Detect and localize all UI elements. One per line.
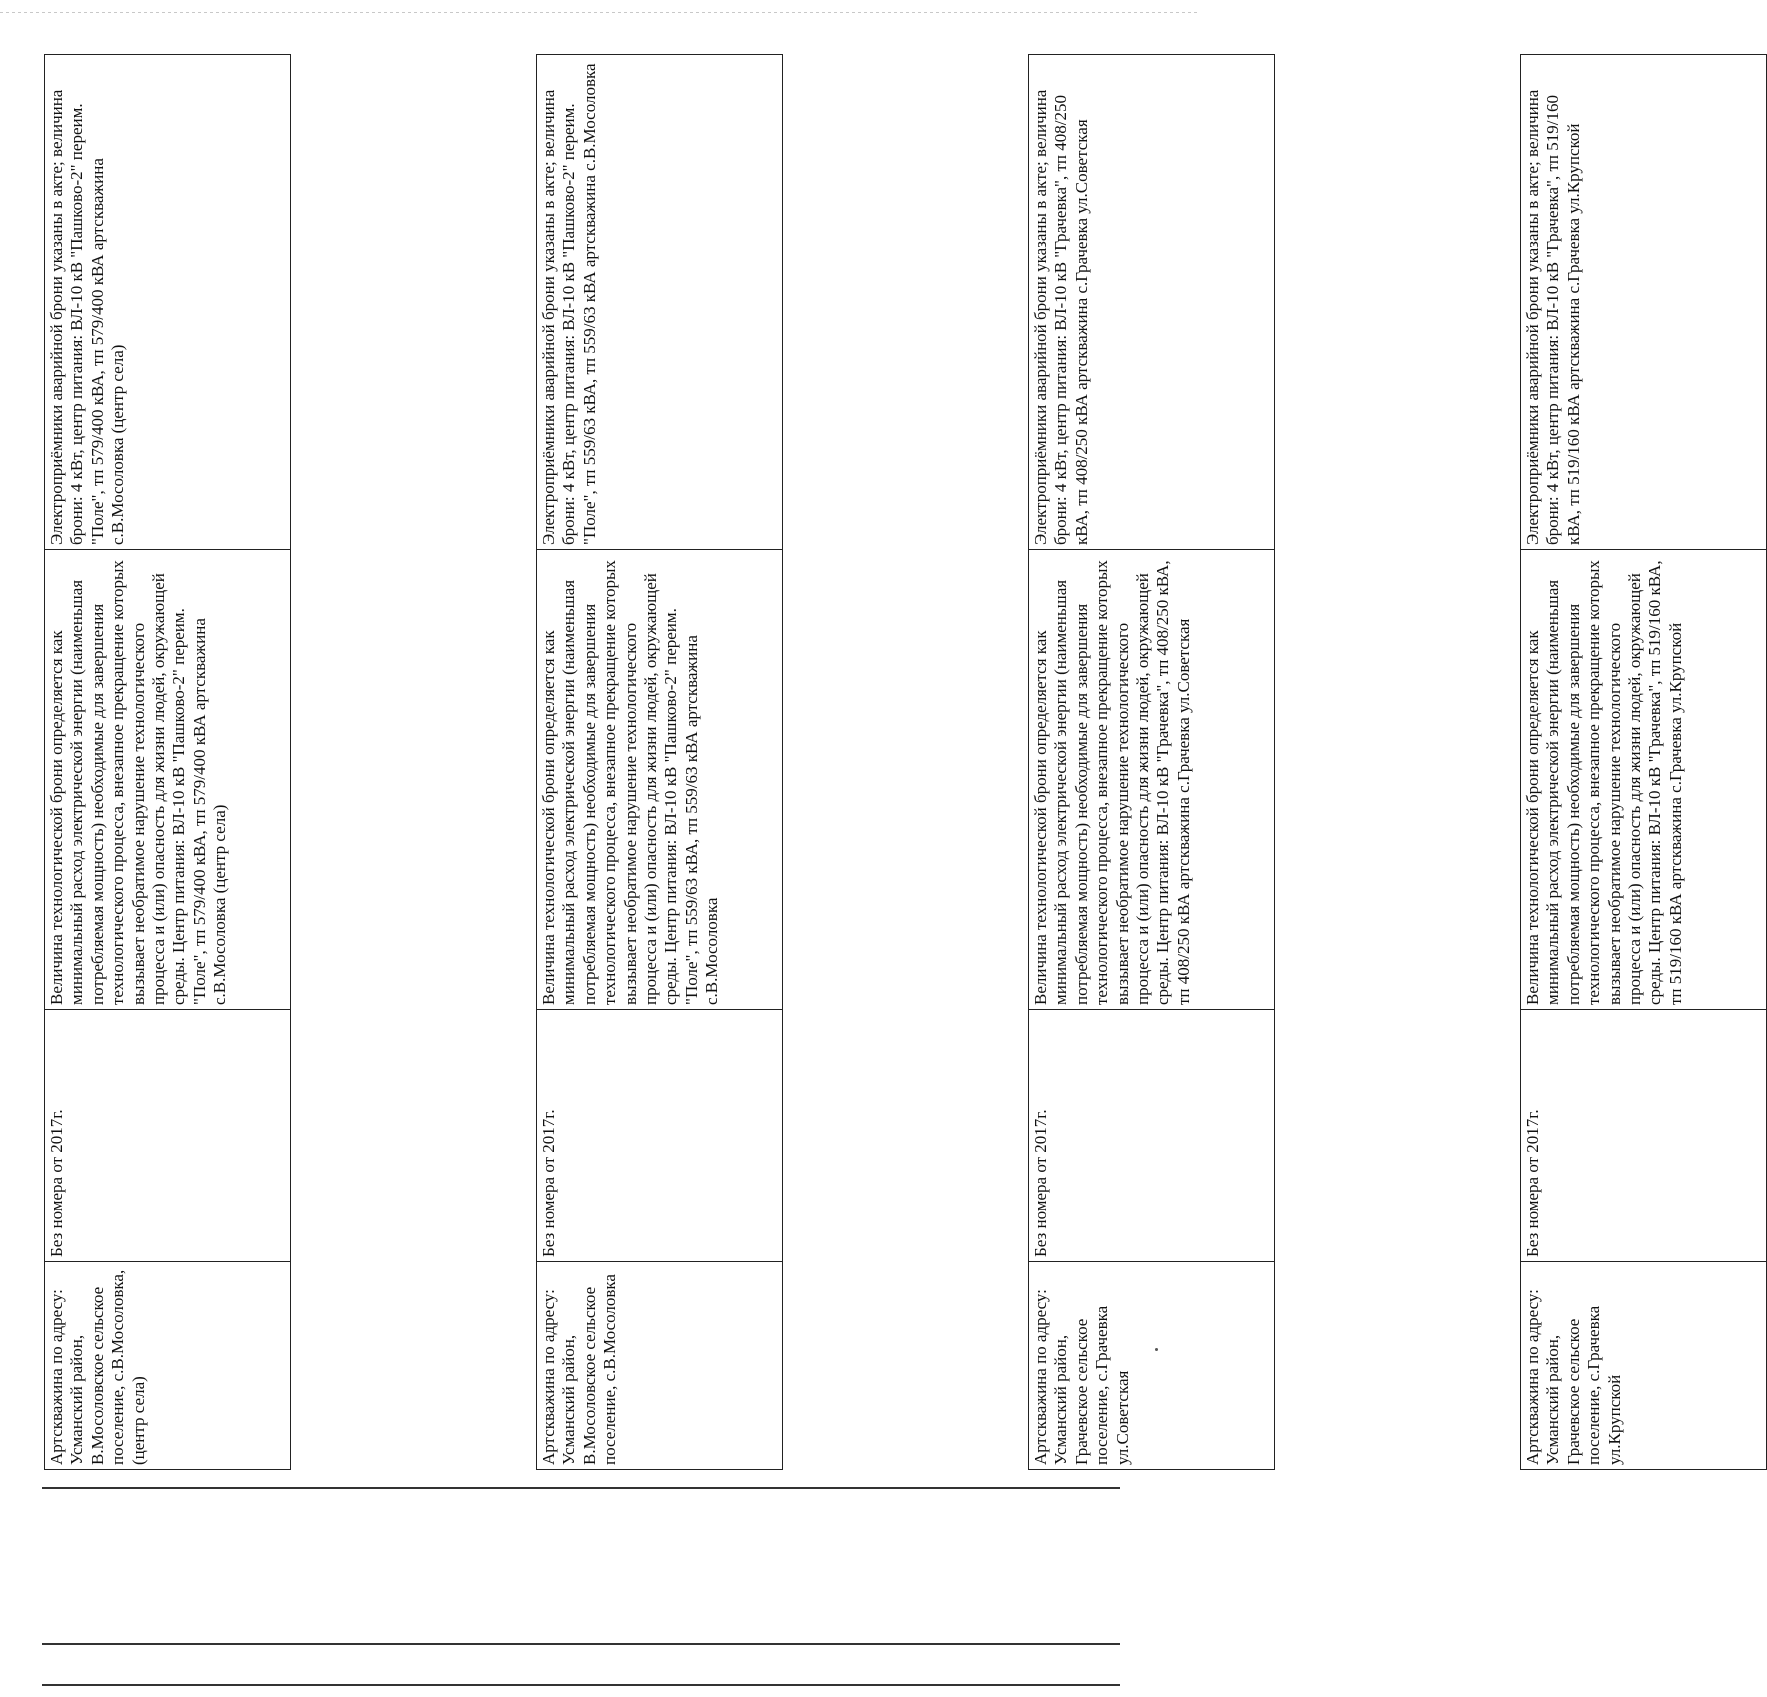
horizontal-rule-3 <box>42 1684 1120 1686</box>
act-cell: Без номера от 2017г. <box>1521 1010 1767 1262</box>
act-cell: Без номера от 2017г. <box>537 1010 783 1262</box>
table-row <box>45 55 291 1470</box>
act-cell: Без номера от 2017г. <box>45 1010 291 1262</box>
object-cell: Артскважина по адресу: Усманский район, Грачевское сельское поселение, с.Грачевка ул.Крупской <box>1521 1262 1767 1470</box>
object-cell: Артскважина по адресу: Усманский район, Грачевское сельское поселение, с.Грачевка ул.Советская <box>1029 1262 1275 1470</box>
emergency-reserve-cell: Электроприёмники аварийной брони указаны в акте; величина брони: 4 кВт, центр питания: ВЛ-10 кВ "Пашково-2" переим. "Поле", тп 559/63 кВА, тп 559/63 кВА артскважина с.В.Мосоловка <box>537 55 783 550</box>
table-row <box>1029 55 1275 1470</box>
tech-reserve-cell: Величина технологической брони определяется как минимальный расход электрической энергии (наименьшая потребляемая мощность) необходимые для завершения технологического процесса, внезапное прекращение которых вызывает необратимое нарушение технологического процесса и (или) опасность для жизни людей, окружающей среды. Центр питания: ВЛ-10 кВ "Грачевка", тп 408/250 кВА, тп 408/250 кВА артскважина с.Грачевка ул.Советская <box>1029 550 1275 1010</box>
horizontal-rule-2 <box>42 1643 1120 1645</box>
act-cell: Без номера от 2017г. <box>1029 1010 1275 1262</box>
tech-reserve-cell: Величина технологической брони определяется как минимальный расход электрической энергии (наименьшая потребляемая мощность) необходимые для завершения технологического процесса, внезапное прекращение которых вызывает необратимое нарушение технологического процесса и (или) опасность для жизни людей, окружающей среды. Центр питания: ВЛ-10 кВ "Грачевка", тп 519/160 кВА, тп 519/160 кВА артскважина с.Грачевка ул.Крупской <box>1521 550 1767 1010</box>
object-cell: Артскважина по адресу: Усманский район, В.Мосоловское сельское поселение, с.В.Мосоловка <box>537 1262 783 1470</box>
table-row <box>1521 55 1767 1470</box>
emergency-reserve-cell: Электроприёмники аварийной брони указаны в акте; величина брони: 4 кВт, центр питания: ВЛ-10 кВ "Грачевка", тп 408/250 кВА, тп 408/250 кВА артскважина с.Грачевка ул.Советская <box>1029 55 1275 550</box>
horizontal-rule-1 <box>42 1487 1120 1489</box>
tech-reserve-cell: Величина технологической брони определяется как минимальный расход электрической энергии (наименьшая потребляемая мощность) необходимые для завершения технологического процесса, внезапное прекращение которых вызывает необратимое нарушение технологического процесса и (или) опасность для жизни людей, окружающей среды. Центр питания: ВЛ-10 кВ "Пашково-2" переим. "Поле", тп 559/63 кВА, тп 559/63 кВА артскважина с.В.Мосоловка <box>537 550 783 1010</box>
tech-reserve-cell: Величина технологической брони определяется как минимальный расход электрической энергии (наименьшая потребляемая мощность) необходимые для завершения технологического процесса, внезапное прекращение которых вызывает необратимое нарушение технологического процесса и (или) опасность для жизни людей, окружающей среды. Центр питания: ВЛ-10 кВ "Пашково-2" переим. "Поле", тп 579/400 кВА, тп 579/400 кВА артскважина с.В.Мосоловка (центр села) <box>45 550 291 1010</box>
emergency-reserve-cell: Электроприёмники аварийной брони указаны в акте; величина брони: 4 кВт, центр питания: ВЛ-10 кВ "Пашково-2" переим. "Поле", тп 579/400 кВА, тп 579/400 кВА артскважина с.В.Мосоловка (центр села) <box>45 55 291 550</box>
power-reserve-table <box>44 54 1767 1470</box>
rotated-table-container <box>44 55 1685 1470</box>
scan-speck <box>1155 1348 1158 1351</box>
emergency-reserve-cell: Электроприёмники аварийной брони указаны в акте; величина брони: 4 кВт, центр питания: ВЛ-10 кВ "Грачевка", тп 519/160 кВА, тп 519/160 кВА артскважина с.Грачевка ул.Крупской <box>1521 55 1767 550</box>
table-row <box>537 55 783 1470</box>
scan-edge-line <box>0 12 1200 13</box>
object-cell: Артскважина по адресу: Усманский район, В.Мосоловское сельское поселение, с.В.Мосоловка, (центр села) <box>45 1262 291 1470</box>
